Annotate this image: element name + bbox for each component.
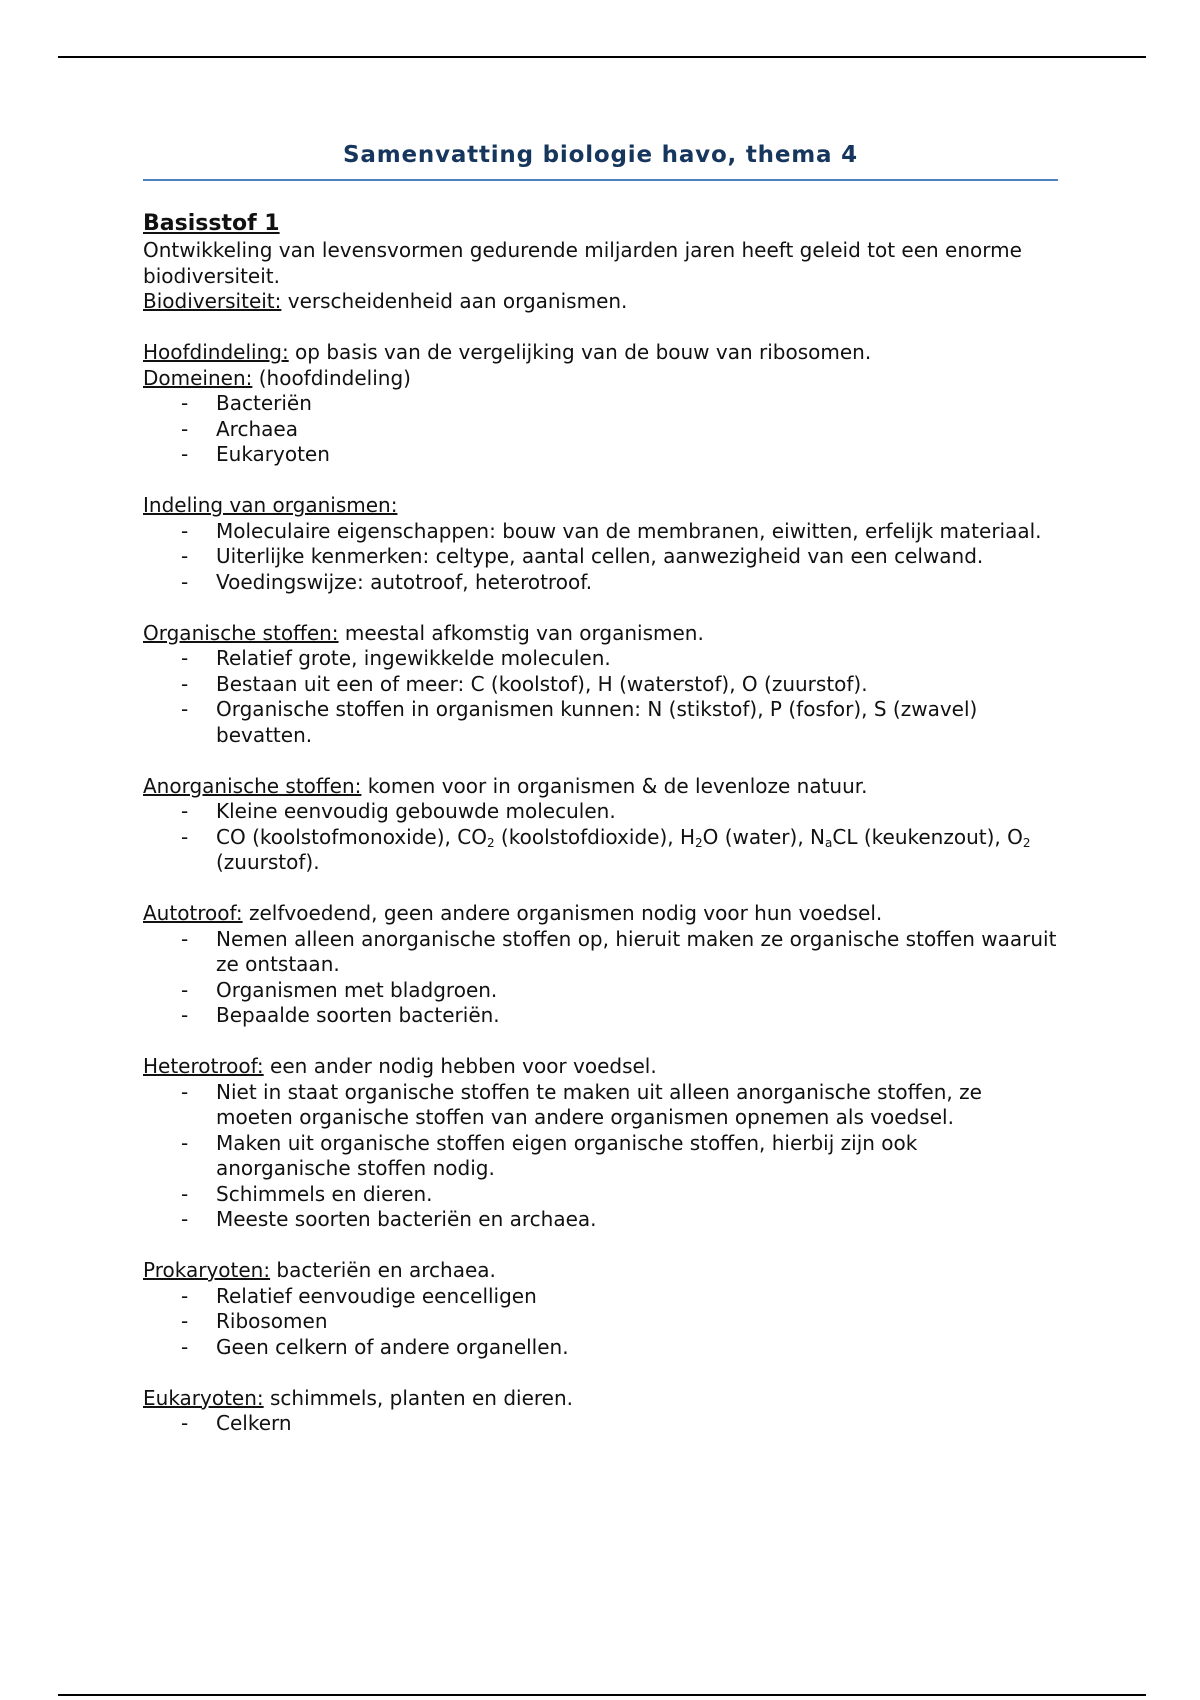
term: Anorganische stoffen: (143, 773, 362, 798)
definition: verscheidenheid aan organismen. (281, 289, 628, 313)
indeling-heading (143, 493, 1058, 519)
term: Autotroof: (143, 901, 243, 925)
term: Hoofdindeling: (143, 340, 289, 364)
bullet-dash: - (181, 1207, 189, 1231)
bullet-dash: - (181, 1181, 189, 1206)
anorganische-definition (143, 774, 1058, 800)
term: Eukaryoten: (143, 1385, 264, 1410)
bullet-dash: - (181, 569, 189, 594)
autotroof-definition (143, 901, 1058, 927)
organische-definition (143, 621, 1058, 647)
term: Domeinen: (143, 365, 253, 390)
definition: bacteriën en archaea. (270, 1258, 496, 1282)
autotroof-list (143, 927, 1058, 1029)
bullet-dash: - (181, 1079, 189, 1104)
definition: komen voor in organismen & de levenloze natuur. (361, 773, 868, 798)
list-item: - Celkern (181, 1411, 292, 1435)
definition: op basis van de vergelijking van de bouw van ribosomen. (288, 340, 872, 364)
list-item: - CO (koolstofmonoxide), $CO_2$ (koolstofdioxide), $H_2O$ (water), $N_aCL$ (keukenzout), $O_2$ (zuurstof). (181, 824, 1031, 874)
list-item: - Niet in staat organische stoffen te maken uit alleen anorganische stoffen, ze moeten organische stoffen van andere organismen opnemen als voedsel. (181, 1079, 982, 1129)
organische-list (143, 646, 1058, 748)
list-item: - Nemen alleen anorganische stoffen op, hieruit maken ze organische stoffen waaruit ze ontstaan. (181, 926, 1057, 976)
list-item: - Bestaan uit een of meer: C (koolstof), H (waterstof), O (zuurstof). (181, 671, 868, 696)
eukaryoten-definition (143, 1386, 1058, 1412)
list-item: - Moleculaire eigenschappen: bouw van de membranen, eiwitten, erfelijk materiaal. (181, 518, 1042, 543)
list-item: - Organische stoffen in organismen kunnen: N (stikstof), P (fosfor), S (zwavel) bevatten. (181, 697, 978, 747)
list-item: - Kleine eenvoudig gebouwde moleculen. (181, 799, 616, 823)
bullet-dash: - (181, 442, 189, 466)
bullet-dash: - (181, 1283, 189, 1308)
list-item: - Eukaryoten (181, 442, 330, 466)
hoofdindeling-definition (143, 340, 1058, 366)
list-item: - Schimmels en dieren. (181, 1181, 433, 1206)
intro-text: Ontwikkeling van levensvormen gedurende miljarden jaren heeft geleid tot een enorme biodiversiteit. (143, 238, 1022, 288)
anorganische-list (143, 799, 1058, 876)
definition: (hoofdindeling) (252, 365, 411, 390)
bottom-rule (58, 1694, 1146, 1696)
definition: een ander nodig hebben voor voedsel. (263, 1054, 657, 1078)
prokaryoten-definition (143, 1258, 1058, 1284)
top-rule (58, 56, 1146, 58)
definition: schimmels, planten en dieren. (263, 1385, 574, 1410)
list-item: - Meeste soorten bacteriën en archaea. (181, 1207, 597, 1231)
term: Organische stoffen: (143, 620, 339, 645)
list-item: - Maken uit organische stoffen eigen organische stoffen, hierbij zijn ook anorganische stoffen nodig. (181, 1130, 918, 1180)
bullet-dash: - (181, 977, 189, 1002)
term: Biodiversiteit: (143, 289, 282, 313)
bullet-dash: - (181, 1130, 189, 1155)
definition: meestal afkomstig van organismen. (338, 620, 704, 645)
list-item: - Geen celkern of andere organellen. (181, 1334, 569, 1359)
bullet-dash: - (181, 544, 189, 568)
list-item: - Relatief grote, ingewikkelde moleculen. (181, 646, 611, 670)
biodiversity-definition (143, 289, 1058, 315)
term: Indeling van organismen: (143, 493, 398, 517)
document-body (143, 210, 1058, 1437)
definition: zelfvoedend, geen andere organismen nodig voor hun voedsel. (242, 901, 883, 925)
bullet-dash: - (181, 416, 189, 441)
bullet-dash: - (181, 926, 189, 951)
list-item: - Archaea (181, 416, 298, 441)
term: Heterotroof: (143, 1054, 264, 1078)
heterotroof-definition (143, 1054, 1058, 1080)
list-item: - Voedingswijze: autotroof, heterotroof. (181, 569, 593, 594)
bullet-dash: - (181, 824, 189, 849)
bullet-dash: - (181, 799, 189, 823)
bullet-dash: - (181, 1309, 189, 1333)
bullet-dash: - (181, 671, 189, 696)
list-item: - Ribosomen (181, 1309, 328, 1333)
list-item: - Organismen met bladgroen. (181, 977, 498, 1002)
list-item: - Bepaalde soorten bacteriën. (181, 1003, 500, 1027)
eukaryoten-list (143, 1411, 1058, 1437)
indeling-list (143, 519, 1058, 596)
prokaryoten-list (143, 1284, 1058, 1361)
bullet-dash: - (181, 391, 189, 415)
list-item: - Uiterlijke kenmerken: celtype, aantal cellen, aanwezigheid van een celwand. (181, 544, 984, 568)
list-item: - Bacteriën (181, 391, 312, 415)
list-item: - Relatief eenvoudige eencelligen (181, 1283, 537, 1308)
bullet-dash: - (181, 697, 189, 721)
heterotroof-list (143, 1080, 1058, 1233)
domeinen-list (143, 391, 1058, 468)
bullet-dash: - (181, 1411, 189, 1435)
title-underline (143, 179, 1058, 181)
bullet-dash: - (181, 646, 189, 670)
domeinen-definition (143, 366, 1058, 392)
term: Prokaryoten: (143, 1258, 271, 1282)
bullet-dash: - (181, 1334, 189, 1359)
page-title: Samenvatting biologie havo, thema 4 (343, 142, 858, 168)
section-heading: Basisstof 1 (143, 211, 280, 236)
bullet-dash: - (181, 1003, 189, 1027)
bullet-dash: - (181, 518, 189, 543)
